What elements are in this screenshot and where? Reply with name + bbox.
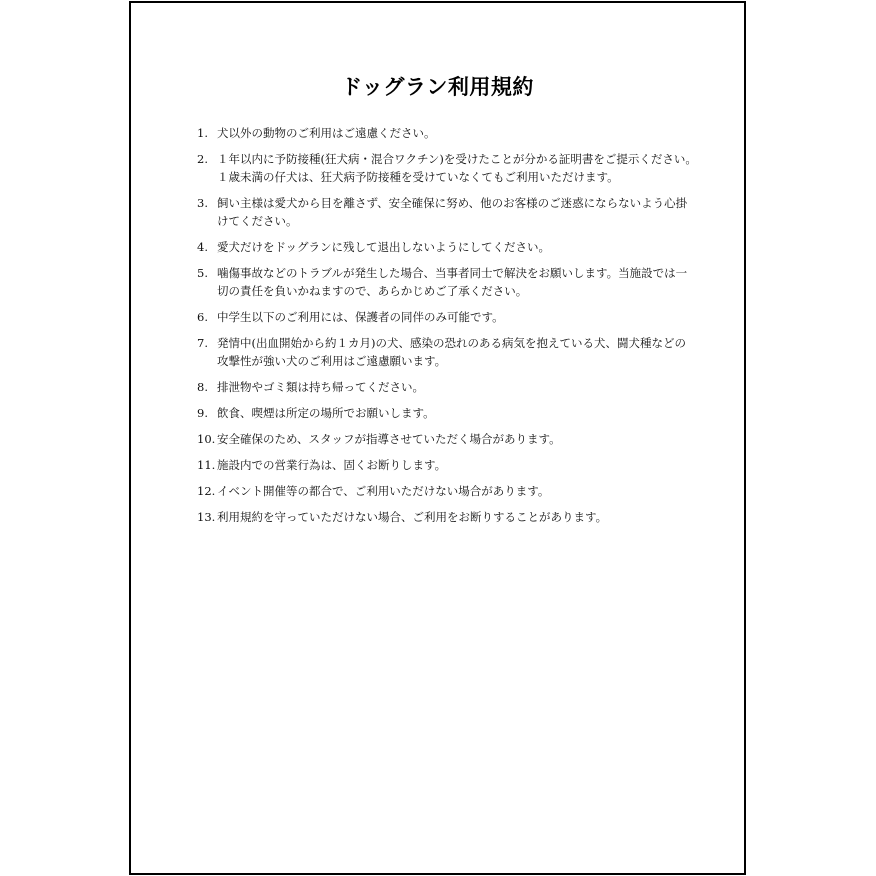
rule-item: [197, 334, 697, 370]
rule-number: 6.: [197, 310, 208, 324]
rule-text: 安全確保のため、スタッフが指導させていただく場合があります。: [217, 432, 561, 446]
rules-list: [197, 124, 697, 534]
rule-item: [197, 456, 697, 474]
rule-text: 発情中(出血開始から約１カ月)の犬、感染の恐れのある病気を抱えている犬、闘犬種などの攻撃性が強い犬のご利用はご遠慮願います。: [217, 336, 686, 368]
rule-text: 中学生以下のご利用には、保護者の同伴のみ可能です。: [217, 310, 504, 324]
rule-number: 8.: [197, 380, 208, 394]
rule-number: 1.: [197, 126, 208, 140]
rule-number: 10.: [197, 432, 216, 446]
rule-number: 5.: [197, 266, 208, 280]
rule-number: 4.: [197, 240, 208, 254]
rule-text: 排泄物やゴミ類は持ち帰ってください。: [217, 380, 424, 394]
rule-text: 愛犬だけをドッグランに残して退出しないようにしてください。: [217, 240, 551, 254]
rule-text: 飲食、喫煙は所定の場所でお願いします。: [217, 406, 435, 420]
rule-text: イベント開催等の都合で、ご利用いただけない場合があります。: [217, 484, 550, 498]
rule-text: 施設内での営業行為は、固くお断りします。: [217, 458, 447, 472]
rule-item: [197, 430, 697, 448]
rule-item: [197, 482, 697, 500]
rule-text: 利用規約を守っていただけない場合、ご利用をお断りすることがあります。: [217, 510, 608, 524]
rule-item: [197, 264, 697, 300]
rule-item: [197, 378, 697, 396]
rule-item: [197, 124, 697, 142]
rule-text: １年以内に予防接種(狂犬病・混合ワクチン)を受けたことが分かる証明書をご提示ください。１歳未満の仔犬は、狂犬病予防接種を受けていなくてもご利用いただけます。: [217, 152, 697, 184]
rule-number: 11.: [197, 458, 216, 472]
rule-item: [197, 238, 697, 256]
rule-number: 12.: [197, 484, 216, 498]
rule-number: 3.: [197, 196, 208, 210]
rule-text: 噛傷事故などのトラブルが発生した場合、当事者同士で解決をお願いします。当施設では一切の責任を負いかねますので、あらかじめご了承ください。: [217, 266, 688, 298]
rule-item: [197, 508, 697, 526]
rule-item: [197, 308, 697, 326]
rule-number: 2.: [197, 152, 208, 166]
rule-item: [197, 194, 697, 230]
page-title: ドッグラン利用規約: [341, 75, 534, 99]
rule-text: 犬以外の動物のご利用はご遠慮ください。: [217, 126, 436, 140]
document-page: [129, 1, 746, 875]
rule-item: [197, 150, 697, 186]
rule-number: 9.: [197, 406, 208, 420]
rule-item: [197, 404, 697, 422]
rule-number: 7.: [197, 336, 208, 350]
rule-text: 飼い主様は愛犬から目を離さず、安全確保に努め、他のお客様のご迷惑にならないよう心掛けてください。: [217, 196, 688, 228]
rule-number: 13.: [197, 510, 216, 524]
